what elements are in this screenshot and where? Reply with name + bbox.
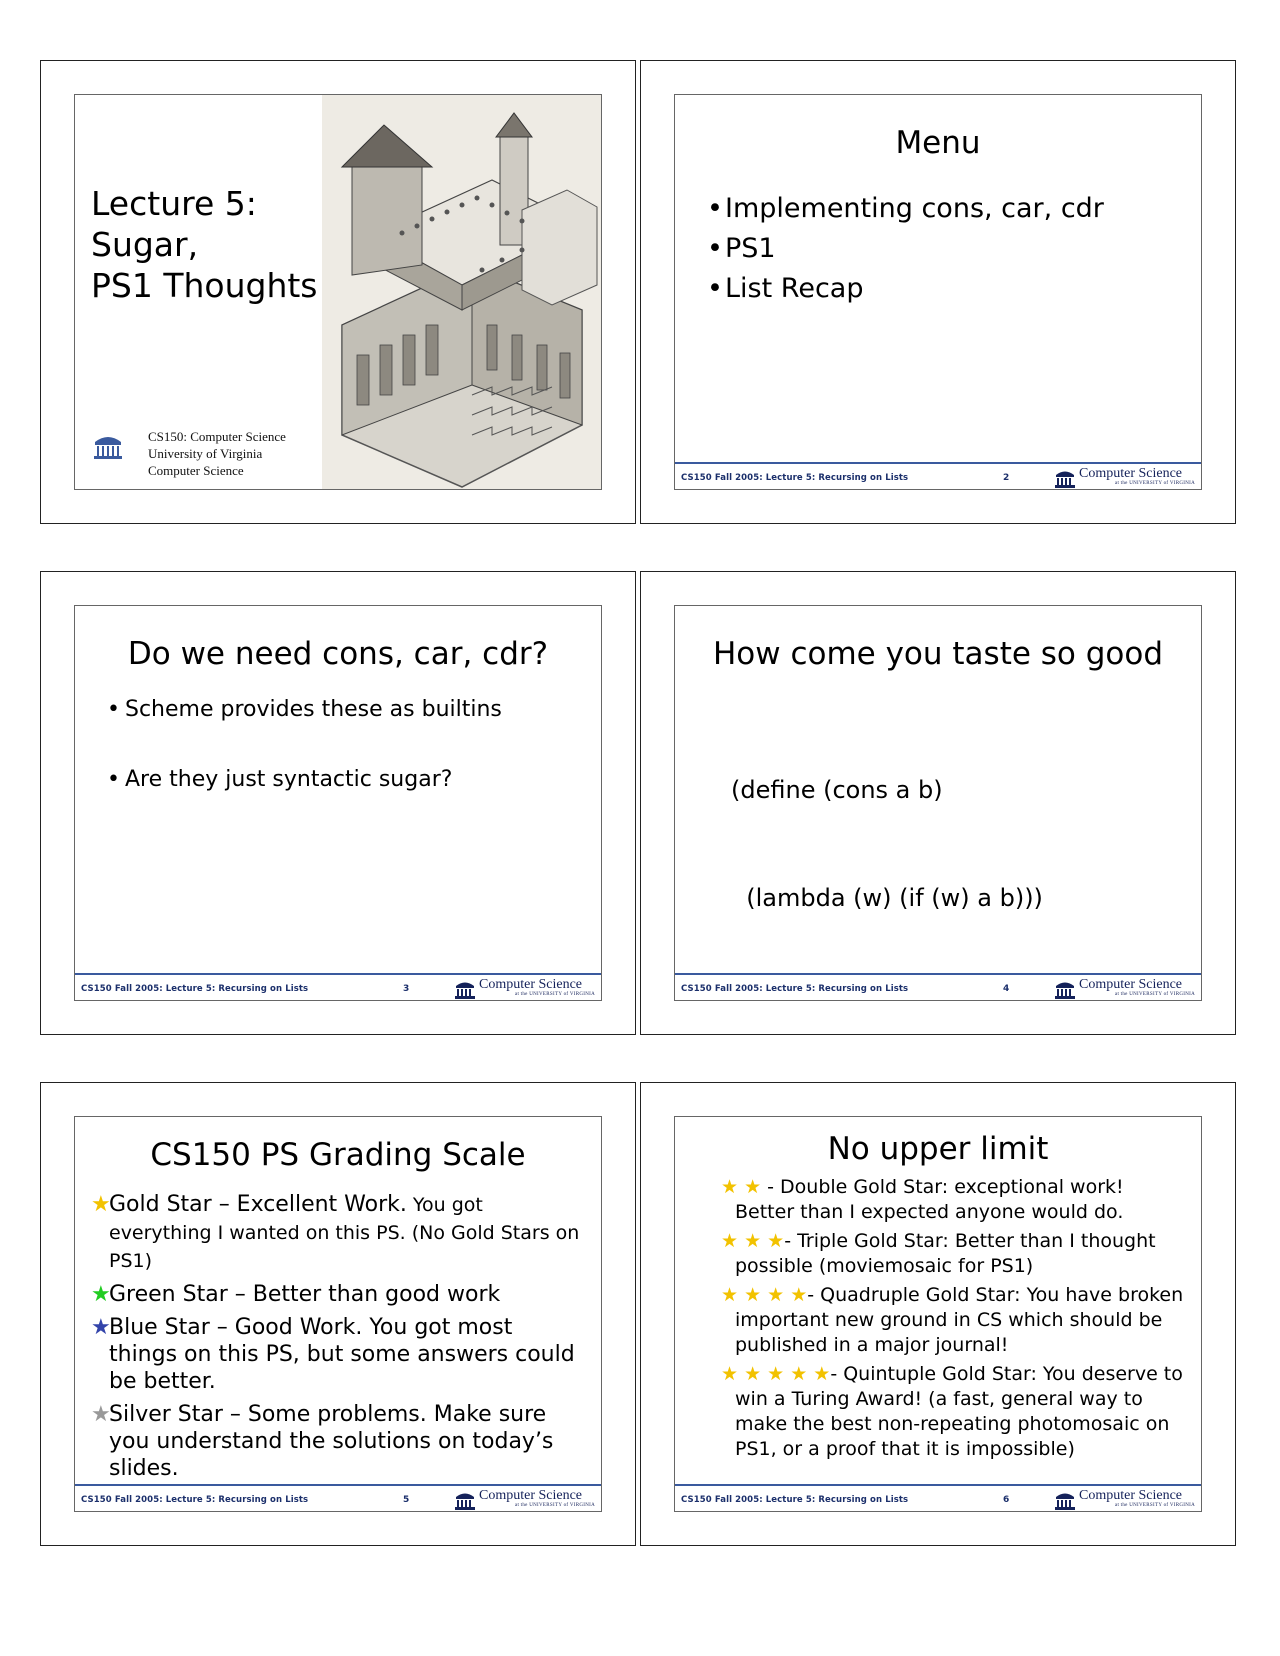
- rotunda-icon: [1055, 1490, 1075, 1510]
- star-level-item: ★ ★ ★ ★ ★- Quintuple Gold Star: You deserve to win a Turing Award! (a fast, general way to make the best non-repeating photomosaic on PS1, or a proof that it is impossible): [721, 1363, 1183, 1460]
- gold-star-icon: ★ ★ ★ ★: [721, 1284, 808, 1306]
- gold-star-icon: ★ ★ ★: [721, 1230, 785, 1252]
- slide-3-title: Do we need cons, car, cdr?: [127, 636, 549, 672]
- page-number: 5: [403, 1495, 410, 1505]
- slide-3-bullets: [107, 696, 502, 794]
- star-level-item: ★ ★ ★ ★- Quadruple Gold Star: You have broken important new ground in CS which should be published in a major journal!: [721, 1284, 1184, 1356]
- grade-item: ★ Blue Star – Good Work. You got most things on this PS, but some answers could be better.: [91, 1315, 575, 1394]
- blue-star-icon: ★: [91, 1315, 111, 1340]
- slide-panel-3: [40, 571, 636, 1035]
- page-number: 3: [403, 984, 410, 994]
- rotunda-icon: [455, 1490, 475, 1510]
- grade-item: ★ Gold Star – Excellent Work. You got everything I wanted on this PS. (No Gold Stars on PS1): [91, 1192, 580, 1272]
- rotunda-icon: [93, 432, 123, 460]
- cs-logo: Computer Science at the UNIVERSITY of VIRGINIA: [455, 977, 595, 999]
- star-level-item: ★ ★ - Double Gold Star: exceptional work! Better than I expected anyone would do.: [721, 1176, 1124, 1223]
- page-number: 6: [1003, 1495, 1010, 1505]
- slide-1: Lecture 5: Sugar, PS1 Thoughts CS150: Computer Science University of Virginia Computer Science: [74, 94, 602, 490]
- bullet-item: • List Recap: [707, 269, 1104, 309]
- slide-footer: CS150 Fall 2005: Lecture 5: Recursing on Lists 6 Computer Science at the UNIVERSITY of VIRGINIA: [675, 1484, 1201, 1511]
- upper-limit-list: [721, 1175, 1191, 1462]
- cs-logo: Computer Science at the UNIVERSITY of VIRGINIA: [455, 1488, 595, 1510]
- page-number: 2: [1003, 473, 1010, 483]
- slide-6: [674, 1116, 1202, 1512]
- rotunda-icon: [1055, 468, 1075, 488]
- gold-star-icon: ★: [91, 1192, 111, 1217]
- grade-item: ★ Green Star – Better than good work: [91, 1282, 501, 1307]
- gold-star-icon: ★ ★ ★ ★ ★: [721, 1363, 831, 1385]
- slide-5-title: CS150 PS Grading Scale: [150, 1137, 526, 1173]
- cs-logo: Computer Science at the UNIVERSITY of VIRGINIA: [1055, 977, 1195, 999]
- building-drawing: [322, 95, 602, 490]
- gold-star-icon: ★ ★: [721, 1176, 762, 1198]
- silver-star-icon: ★: [91, 1402, 111, 1427]
- slide-panel-5: [40, 1082, 636, 1546]
- slide-footer: CS150 Fall 2005: Lecture 5: Recursing on Lists 2 Computer Science at the UNIVERSITY of VIRGINIA: [675, 462, 1201, 489]
- slide-panel-4: [640, 571, 1236, 1035]
- slide-footer: CS150 Fall 2005: Lecture 5: Recursing on Lists 5 Computer Science at the UNIVERSITY of VIRGINIA: [75, 1484, 601, 1511]
- slide-2: [674, 94, 1202, 490]
- slide-1-title: Lecture 5: Sugar, PS1 Thoughts: [91, 184, 318, 305]
- slide-4-title: How come you taste so good: [712, 636, 1164, 672]
- slide-2-bullets: [707, 189, 1104, 309]
- slide-panel-1: [40, 60, 636, 524]
- slide-panel-6: [640, 1082, 1236, 1546]
- slide-2-title: Menu: [895, 125, 981, 161]
- slide-panel-2: [640, 60, 1236, 524]
- slide-5: [74, 1116, 602, 1512]
- green-star-icon: ★: [91, 1282, 111, 1307]
- rotunda-icon: [1055, 979, 1075, 999]
- bullet-item: • Implementing cons, car, cdr: [707, 189, 1104, 229]
- slide-footer: CS150 Fall 2005: Lecture 5: Recursing on Lists 3 Computer Science at the UNIVERSITY of VIRGINIA: [75, 973, 601, 1000]
- rotunda-icon: [455, 979, 475, 999]
- bullet-item: • Scheme provides these as builtins: [107, 696, 502, 724]
- grade-item: ★ Silver Star – Some problems. Make sure you understand the solutions on today’s slides.: [91, 1402, 554, 1481]
- cs-logo: Computer Science at the UNIVERSITY of VIRGINIA: [1055, 466, 1195, 488]
- bullet-item: • Are they just syntactic sugar?: [107, 766, 502, 794]
- grading-scale-list: [91, 1191, 581, 1482]
- slide-footer: CS150 Fall 2005: Lecture 5: Recursing on Lists 4 Computer Science at the UNIVERSITY of VIRGINIA: [675, 973, 1201, 1000]
- bullet-item: • PS1: [707, 229, 1104, 269]
- escher-building-illustration: [322, 95, 602, 490]
- page-number: 4: [1003, 984, 1010, 994]
- slide-4-code: (define (cons a b) (lambda (w) (if (w) a b))): [731, 776, 1043, 912]
- slide-3: [74, 605, 602, 1001]
- slide-4: [674, 605, 1202, 1001]
- star-level-item: ★ ★ ★- Triple Gold Star: Better than I thought possible (moviemosaic for PS1): [721, 1230, 1156, 1277]
- slide-6-title: No upper limit: [827, 1131, 1049, 1167]
- cs-logo: Computer Science at the UNIVERSITY of VIRGINIA: [1055, 1488, 1195, 1510]
